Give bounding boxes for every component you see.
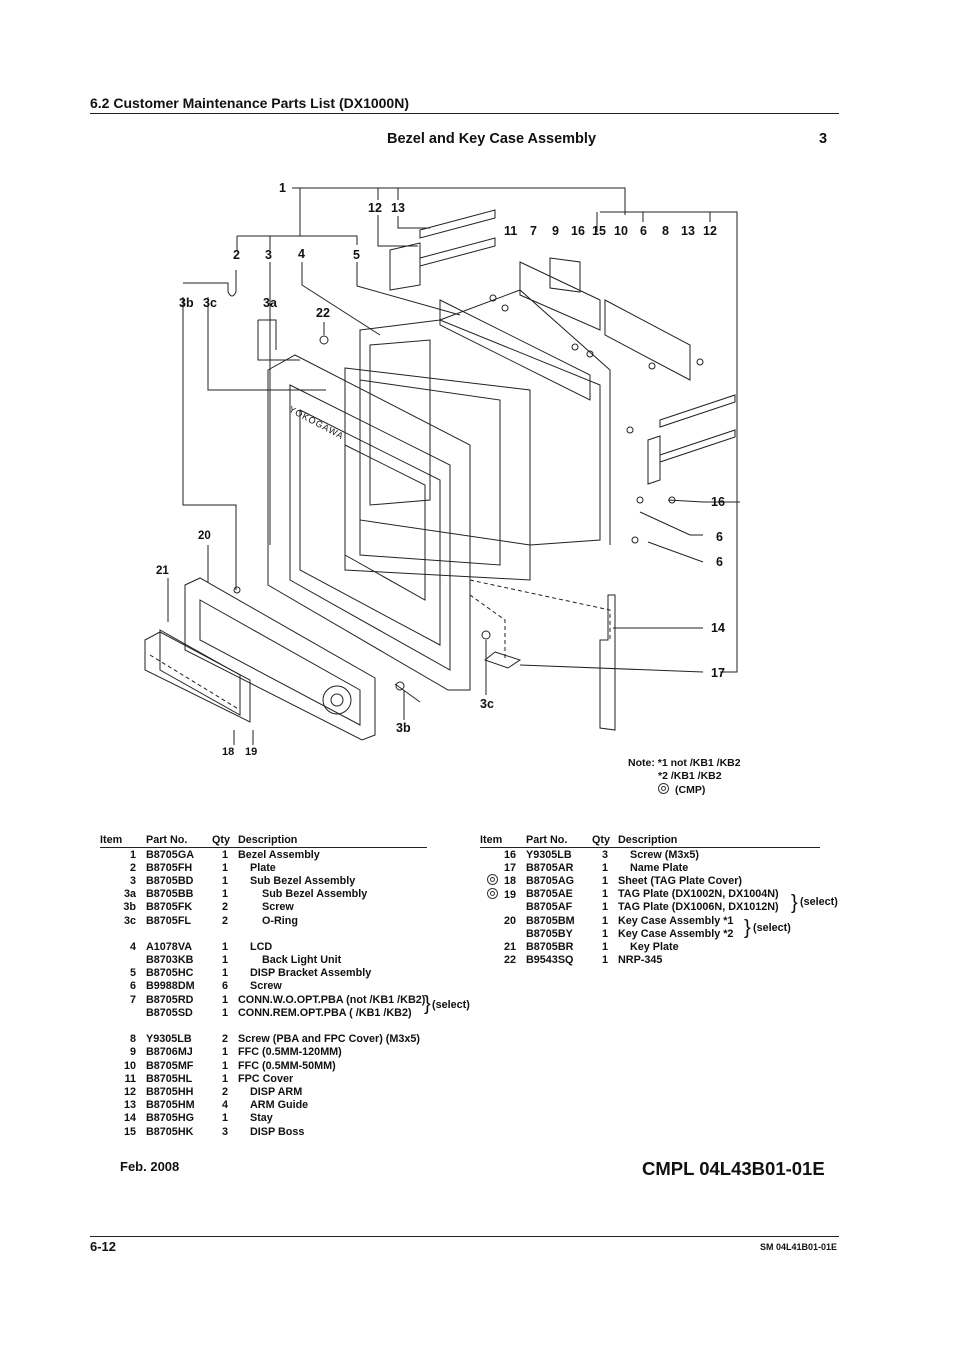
cmp-symbol-icon	[658, 783, 669, 794]
cell-part-no: B9543SQ	[526, 954, 574, 967]
cell-part-no: A1078VA	[146, 940, 193, 953]
callout-2: 2	[233, 248, 240, 262]
cell-part-no: B8705RD	[146, 993, 194, 1006]
cmp-symbol-icon	[487, 888, 498, 899]
cell-qty: 1	[601, 954, 608, 967]
note-line-3: (CMP)	[658, 783, 705, 797]
cell-part-no: B8706MJ	[146, 1046, 193, 1059]
cell-description	[238, 927, 427, 940]
cell-qty: 1	[221, 1006, 228, 1019]
cell-item: 2	[129, 861, 136, 874]
table-row	[100, 1033, 427, 1046]
cell-item	[100, 927, 146, 940]
callout-10: 10	[614, 224, 628, 238]
cell-item: 22	[503, 954, 516, 967]
table-row	[100, 874, 427, 887]
table-row	[100, 927, 427, 940]
table-row	[480, 861, 820, 874]
cell-qty: 3	[601, 848, 608, 861]
cell-qty: 1	[221, 874, 228, 887]
cell-qty: 1	[601, 927, 608, 940]
callout-3: 3	[265, 248, 272, 262]
cell-item	[100, 1019, 146, 1032]
select-brace: }	[791, 892, 798, 914]
cell-item: 8	[129, 1033, 136, 1046]
cell-item: 4	[129, 940, 136, 953]
cell-description: Screw (PBA and FPC Cover) (M3x5)	[238, 1033, 420, 1046]
cell-qty: 1	[221, 1059, 228, 1072]
cell-item: 17	[503, 861, 516, 874]
table-row	[100, 980, 427, 993]
cell-description: O-Ring	[262, 914, 298, 927]
cell-qty: 1	[601, 901, 608, 914]
cell-part-no: B8705BD	[146, 874, 194, 887]
cell-qty: 1	[601, 861, 608, 874]
cell-item: 3a	[123, 888, 136, 901]
cell-description: Sheet (TAG Plate Cover)	[618, 874, 742, 887]
table-row	[100, 1019, 427, 1032]
cell-item: 10	[123, 1059, 136, 1072]
cell-item: 12	[123, 1085, 136, 1098]
cell-description: FPC Cover	[238, 1072, 294, 1085]
cell-item: 5	[129, 967, 136, 980]
callout-15: 15	[592, 224, 606, 238]
cell-part-no: B8705BM	[526, 914, 575, 927]
callout-12b: 12	[703, 224, 717, 238]
section-heading: 6.2 Customer Maintenance Parts List (DX1000N)	[90, 95, 409, 111]
cell-item	[480, 901, 526, 914]
cell-qty: 2	[221, 914, 228, 927]
callout-16: 16	[571, 224, 585, 238]
cell-item: 21	[503, 940, 516, 953]
cell-item: 7	[129, 993, 136, 1006]
cell-item: 1	[129, 848, 136, 861]
callout-8: 8	[662, 224, 669, 238]
cell-part-no: B8705SD	[146, 1006, 193, 1019]
cell-qty: 1	[601, 888, 608, 901]
cell-item	[480, 927, 526, 940]
page-title: Bezel and Key Case Assembly	[387, 131, 597, 147]
cell-qty: 2	[221, 1033, 228, 1046]
callout-5: 5	[353, 248, 360, 262]
cell-qty: 2	[221, 1085, 228, 1098]
cell-qty: 1	[221, 1046, 228, 1059]
callout-20: 20	[198, 530, 211, 542]
cell-description	[238, 1019, 427, 1032]
table-row	[100, 1085, 427, 1098]
cell-part-no: Y9305LB	[146, 1033, 192, 1046]
cell-item: 9	[129, 1046, 136, 1059]
cell-description: NRP-345	[618, 954, 663, 967]
col-qty: Qty	[592, 833, 618, 848]
cell-qty: 1	[221, 954, 228, 967]
parts-table-left	[100, 833, 427, 1138]
cell-description: Sub Bezel Assembly	[262, 888, 368, 901]
cell-item: 19	[480, 888, 526, 901]
cell-part-no	[146, 927, 212, 940]
col-qty: Qty	[212, 833, 238, 848]
cell-part-no: B8705AF	[526, 901, 573, 914]
table-row	[100, 914, 427, 927]
table-row	[480, 901, 820, 914]
cell-description: Back Light Unit	[262, 954, 342, 967]
cell-qty: 2	[221, 901, 228, 914]
table-row	[480, 888, 820, 901]
table-row	[480, 940, 820, 953]
cell-part-no: B8705MF	[146, 1059, 194, 1072]
doc-number: SM 04L41B01-01E	[760, 1242, 838, 1252]
page-index: 3	[819, 131, 828, 147]
cell-qty: 1	[601, 940, 608, 953]
cell-qty: 1	[221, 888, 228, 901]
cell-qty: 1	[221, 940, 228, 953]
cell-qty	[212, 1019, 238, 1032]
table-row	[100, 1112, 427, 1125]
cell-qty: 1	[221, 1112, 228, 1125]
callout-13: 13	[391, 201, 405, 215]
col-desc: Description	[238, 833, 427, 848]
callout-4: 4	[298, 247, 305, 261]
table-row	[100, 848, 427, 862]
cell-description: Key Case Assembly *2	[618, 927, 734, 940]
col-part: Part No.	[146, 833, 212, 848]
select-brace: }	[424, 993, 431, 1015]
callout-17: 17	[711, 666, 725, 680]
cell-item: 16	[503, 848, 516, 861]
note-line-2: *2 /KB1 /KB2	[658, 770, 722, 782]
select-label: (select)	[800, 896, 838, 908]
table-row	[100, 1125, 427, 1138]
callout-7: 7	[530, 224, 537, 238]
cell-qty: 1	[221, 967, 228, 980]
select-label: (select)	[753, 922, 791, 934]
callout-11: 11	[504, 224, 518, 238]
cell-part-no: B8705FL	[146, 914, 192, 927]
table-row	[100, 1006, 427, 1019]
callout-16b: 16	[711, 495, 725, 509]
cell-qty: 1	[221, 848, 228, 861]
cell-qty: 1	[601, 914, 608, 927]
table-row	[100, 954, 427, 967]
cell-item: 13	[123, 1099, 136, 1112]
cell-description: DISP ARM	[250, 1085, 303, 1098]
cell-description: FFC (0.5MM-120MM)	[238, 1046, 342, 1059]
cell-description: Stay	[250, 1112, 273, 1125]
callout-3c-b: 3c	[480, 697, 494, 711]
cell-qty: 1	[221, 993, 228, 1006]
page-number: 6-12	[90, 1239, 117, 1254]
callout-9: 9	[552, 224, 559, 238]
cell-qty	[212, 927, 238, 940]
cell-part-no	[146, 1019, 212, 1032]
cell-description: Screw	[250, 980, 282, 993]
exploded-assembly-diagram	[0, 170, 954, 810]
cell-part-no: B8705HG	[146, 1112, 195, 1125]
table-row	[100, 967, 427, 980]
col-item: Item	[480, 833, 526, 848]
cell-part-no: B8705HC	[146, 967, 194, 980]
cell-part-no: B8705AR	[526, 861, 574, 874]
table-row	[100, 993, 427, 1006]
table-row	[100, 1072, 427, 1085]
table-row	[100, 901, 427, 914]
select-label: (select)	[432, 999, 470, 1011]
callout-6c: 6	[716, 555, 723, 569]
cell-qty: 1	[221, 1072, 228, 1085]
table-row	[100, 888, 427, 901]
col-part: Part No.	[526, 833, 592, 848]
cell-part-no: B9988DM	[146, 980, 195, 993]
table-row	[100, 861, 427, 874]
cell-part-no: B8705AE	[526, 888, 573, 901]
cell-part-no: B8705BB	[146, 888, 194, 901]
table-row	[480, 848, 820, 862]
cell-part-no: B8705FK	[146, 901, 193, 914]
cell-description: DISP Boss	[250, 1125, 305, 1138]
cell-description: TAG Plate (DX1002N, DX1004N)	[618, 888, 779, 901]
cell-qty: 1	[601, 874, 608, 887]
cell-description: Sub Bezel Assembly	[250, 874, 356, 887]
cell-description: CONN.REM.OPT.PBA ( /KB1 /KB2)	[238, 1006, 412, 1019]
footer-date: Feb. 2008	[120, 1159, 180, 1174]
callout-19: 19	[245, 746, 258, 758]
parts-table-right	[480, 833, 820, 967]
callout-3b: 3b	[179, 296, 194, 310]
cmpl-number: CMPL 04L43B01-01E	[642, 1158, 825, 1179]
callout-22: 22	[316, 306, 330, 320]
header-rule	[90, 113, 839, 114]
cell-item: 3	[129, 874, 136, 887]
callout-3c: 3c	[203, 296, 217, 310]
cell-qty: 6	[221, 980, 228, 993]
cell-part-no: B8705GA	[146, 848, 195, 861]
cell-item	[100, 1006, 146, 1019]
callout-3a: 3a	[263, 296, 277, 310]
table-row	[100, 1059, 427, 1072]
note-line-1: Note: *1 not /KB1 /KB2	[628, 757, 741, 769]
cell-qty: 4	[221, 1099, 228, 1112]
cell-description: Bezel Assembly	[238, 848, 320, 861]
cmp-symbol-icon	[487, 874, 498, 885]
table-row	[480, 874, 820, 887]
callout-6: 6	[640, 224, 647, 238]
cell-part-no: B8703KB	[146, 954, 194, 967]
cell-description: Key Case Assembly *1	[618, 914, 734, 927]
table-row	[100, 1099, 427, 1112]
cell-item: 3c	[123, 914, 136, 927]
cell-item: 18	[480, 874, 526, 887]
cell-description: FFC (0.5MM-50MM)	[238, 1059, 336, 1072]
cell-part-no: B8705HH	[146, 1085, 194, 1098]
table-row	[480, 954, 820, 967]
cell-part-no: B8705HK	[146, 1125, 194, 1138]
cell-part-no: Y9305LB	[526, 848, 572, 861]
cell-item: 15	[123, 1125, 136, 1138]
cell-qty: 3	[221, 1125, 228, 1138]
cell-item: 14	[123, 1112, 136, 1125]
cell-description: Screw	[262, 901, 294, 914]
callout-13b: 13	[681, 224, 695, 238]
table-row	[100, 1046, 427, 1059]
callout-14: 14	[711, 621, 725, 635]
cell-part-no: B8705AG	[526, 874, 575, 887]
col-item: Item	[100, 833, 146, 848]
cell-item: 3b	[123, 901, 136, 914]
cell-description: Key Plate	[630, 940, 679, 953]
col-desc: Description	[618, 833, 820, 848]
brand-logo: YOKOGAWA	[287, 404, 346, 442]
cell-part-no: B8705BR	[526, 940, 574, 953]
cell-description: CONN.W.O.OPT.PBA (not /KB1 /KB2)	[238, 993, 426, 1006]
cell-part-no: B8705FH	[146, 861, 193, 874]
footer-rule	[90, 1236, 839, 1237]
cell-part-no: B8705BY	[526, 927, 573, 940]
callout-12: 12	[368, 201, 382, 215]
cell-description: ARM Guide	[250, 1099, 309, 1112]
cell-item: 20	[503, 914, 516, 927]
table-row	[100, 940, 427, 953]
select-brace: }	[744, 917, 751, 939]
cell-item: 6	[129, 980, 136, 993]
cell-part-no: B8705HL	[146, 1072, 193, 1085]
cell-description: Screw (M3x5)	[630, 848, 700, 861]
callout-18: 18	[222, 746, 235, 758]
cell-part-no: B8705HM	[146, 1099, 195, 1112]
cell-description: TAG Plate (DX1006N, DX1012N)	[618, 901, 779, 914]
cell-item	[100, 954, 146, 967]
cell-description: DISP Bracket Assembly	[250, 967, 372, 980]
cell-description: Name Plate	[630, 861, 689, 874]
cell-qty: 1	[221, 861, 228, 874]
cell-item: 11	[124, 1072, 136, 1085]
callout-3b-b: 3b	[396, 721, 411, 735]
cell-description: LCD	[250, 940, 273, 953]
callout-1: 1	[279, 181, 286, 195]
callout-6b: 6	[716, 530, 723, 544]
callout-21: 21	[156, 565, 169, 577]
cell-description: Plate	[250, 861, 276, 874]
